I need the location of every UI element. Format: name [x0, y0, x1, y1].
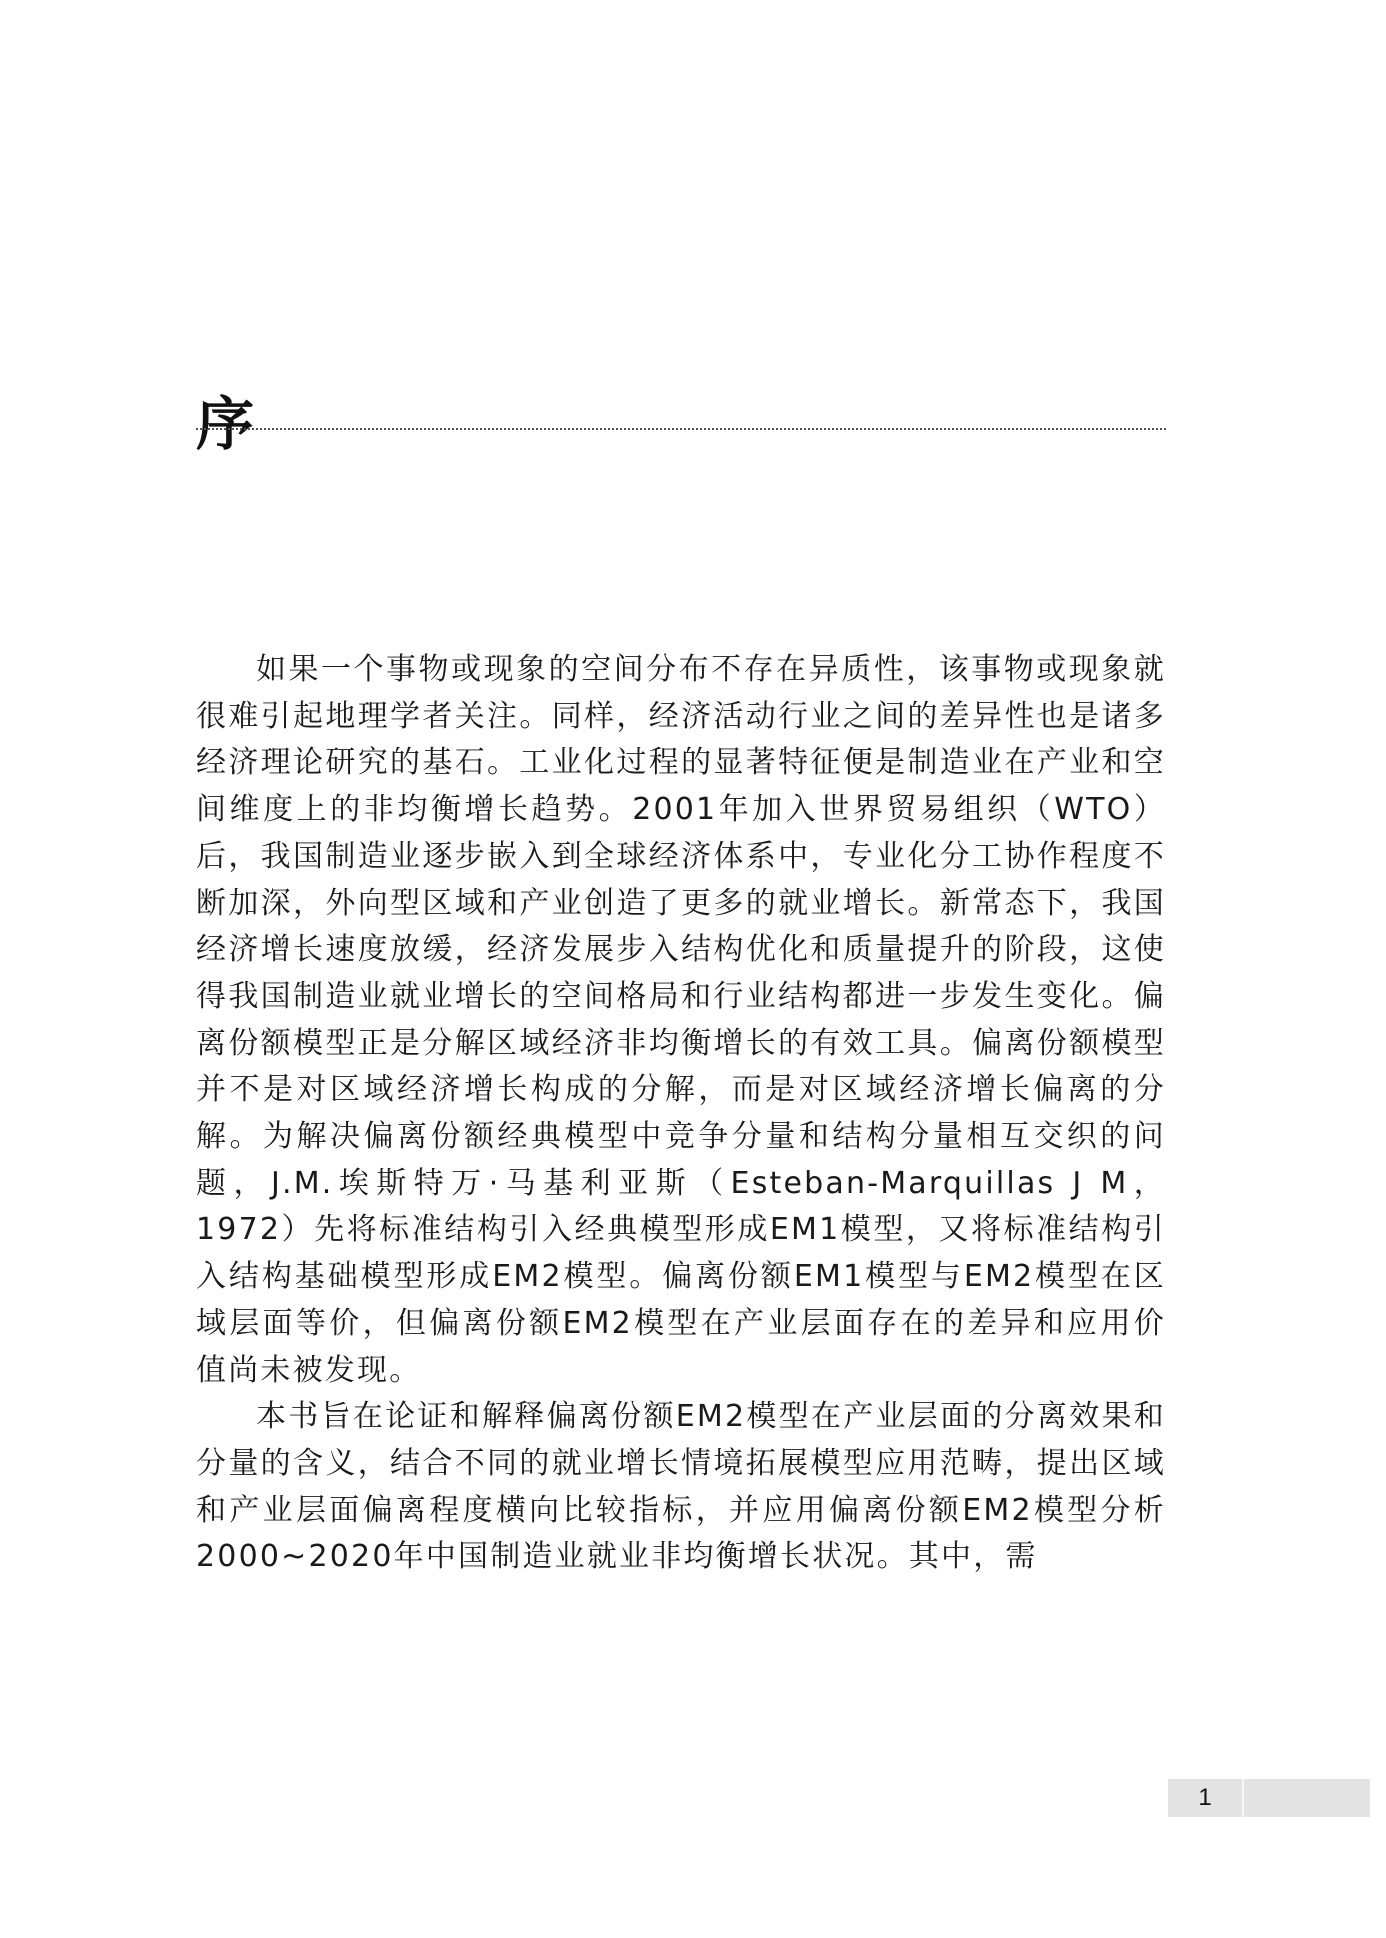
page-title: 序	[196, 389, 255, 458]
body-text	[196, 647, 1166, 1581]
paragraph: 本书旨在论证和解释偏离份额EM2模型在产业层面的分离效果和分量的含义，结合不同的就业增长情境拓展模型应用范畴，提出区域和产业层面偏离程度横向比较指标，并应用偏离份额EM2模型分析2000~2020年中国制造业就业非均衡增长状况。其中，需	[196, 1399, 1166, 1575]
page-number: 1	[1198, 1784, 1212, 1811]
page-number-tab	[1168, 1779, 1244, 1817]
page-number-box	[1168, 1779, 1370, 1817]
title-divider	[196, 428, 1166, 430]
paragraph: 如果一个事物或现象的空间分布不存在异质性，该事物或现象就很难引起地理学者关注。同样，经济活动行业之间的差异性也是诸多经济理论研究的基石。工业化过程的显著特征便是制造业在产业和空间维度上的非均衡增长趋势。2001年加入世界贸易组织（WTO）后，我国制造业逐步嵌入到全球经济体系中，专业化分工协作程度不断加深，外向型区域和产业创造了更多的就业增长。新常态下，我国经济增长速度放缓，经济发展步入结构优化和质量提升的阶段，这使得我国制造业就业增长的空间格局和行业结构都进一步发生变化。偏离份额模型正是分解区域经济非均衡增长的有效工具。偏离份额模型并不是对区域经济增长构成的分解，而是对区域经济增长偏离的分解。为解决偏离份额经典模型中竞争分量和结构分量相互交织的问题，J.M.埃斯特万·马基利亚斯（Esteban-Marquillas J M，1972）先将标准结构引入经典模型形成EM1模型，又将标准结构引入结构基础模型形成EM2模型。偏离份额EM1模型与EM2模型在区域层面等价，但偏离份额EM2模型在产业层面存在的差异和应用价值尚未被发现。	[196, 652, 1166, 1388]
